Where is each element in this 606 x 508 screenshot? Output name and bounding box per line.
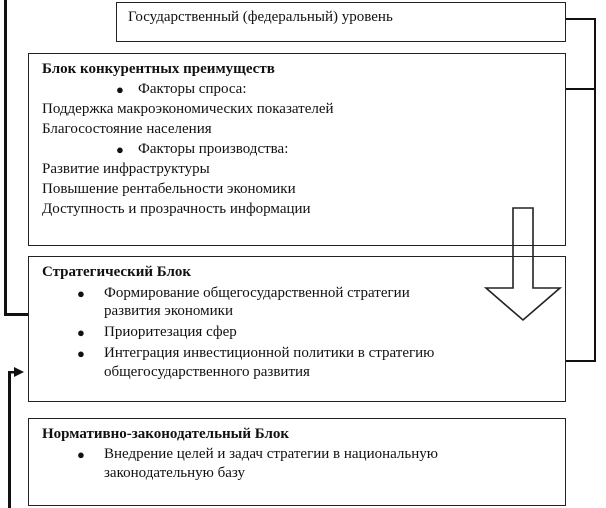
bullet-icon: ● [77, 286, 85, 301]
demand-factor-item: Благосостояние населения [42, 121, 212, 137]
legislative-block-title: Нормативно-законодательный Блок [42, 426, 290, 442]
bullet-icon: ● [77, 325, 85, 340]
production-factor-item: Доступность и прозрачность информации [42, 201, 311, 217]
strategic-item-line: развития экономики [104, 303, 233, 319]
strategic-item-line: общегосударственного развития [104, 364, 310, 380]
strategic-item-line: Приоритезация сфер [104, 324, 237, 340]
production-factors-label: Факторы производства: [138, 141, 289, 157]
production-factor-item: Развитие инфраструктуры [42, 161, 210, 177]
down-arrow-icon [486, 208, 560, 320]
demand-factor-item: Поддержка макроэкономических показателей [42, 101, 334, 117]
bullet-icon: ● [77, 346, 85, 361]
bullet-icon: ● [116, 82, 124, 97]
legislative-item-line: Внедрение целей и задач стратегии в национальную [104, 446, 438, 462]
strategic-item-line: Интеграция инвестиционной политики в стратегию [104, 345, 435, 361]
strategic-block-title: Стратегический Блок [42, 264, 192, 280]
competitive-block-title: Блок конкурентных преимуществ [42, 61, 275, 77]
demand-factors-label: Факторы спроса: [138, 81, 247, 97]
bullet-icon: ● [116, 142, 124, 157]
strategic-item-line: Формирование общегосударственной стратегии [104, 285, 410, 301]
production-factor-item: Повышение рентабельности экономики [42, 181, 296, 197]
bullet-icon: ● [77, 447, 85, 462]
header-title: Государственный (федеральный) уровень [128, 9, 393, 25]
legislative-item-line: законодательную базу [104, 465, 246, 481]
bottom-arrow-stem [8, 371, 16, 374]
